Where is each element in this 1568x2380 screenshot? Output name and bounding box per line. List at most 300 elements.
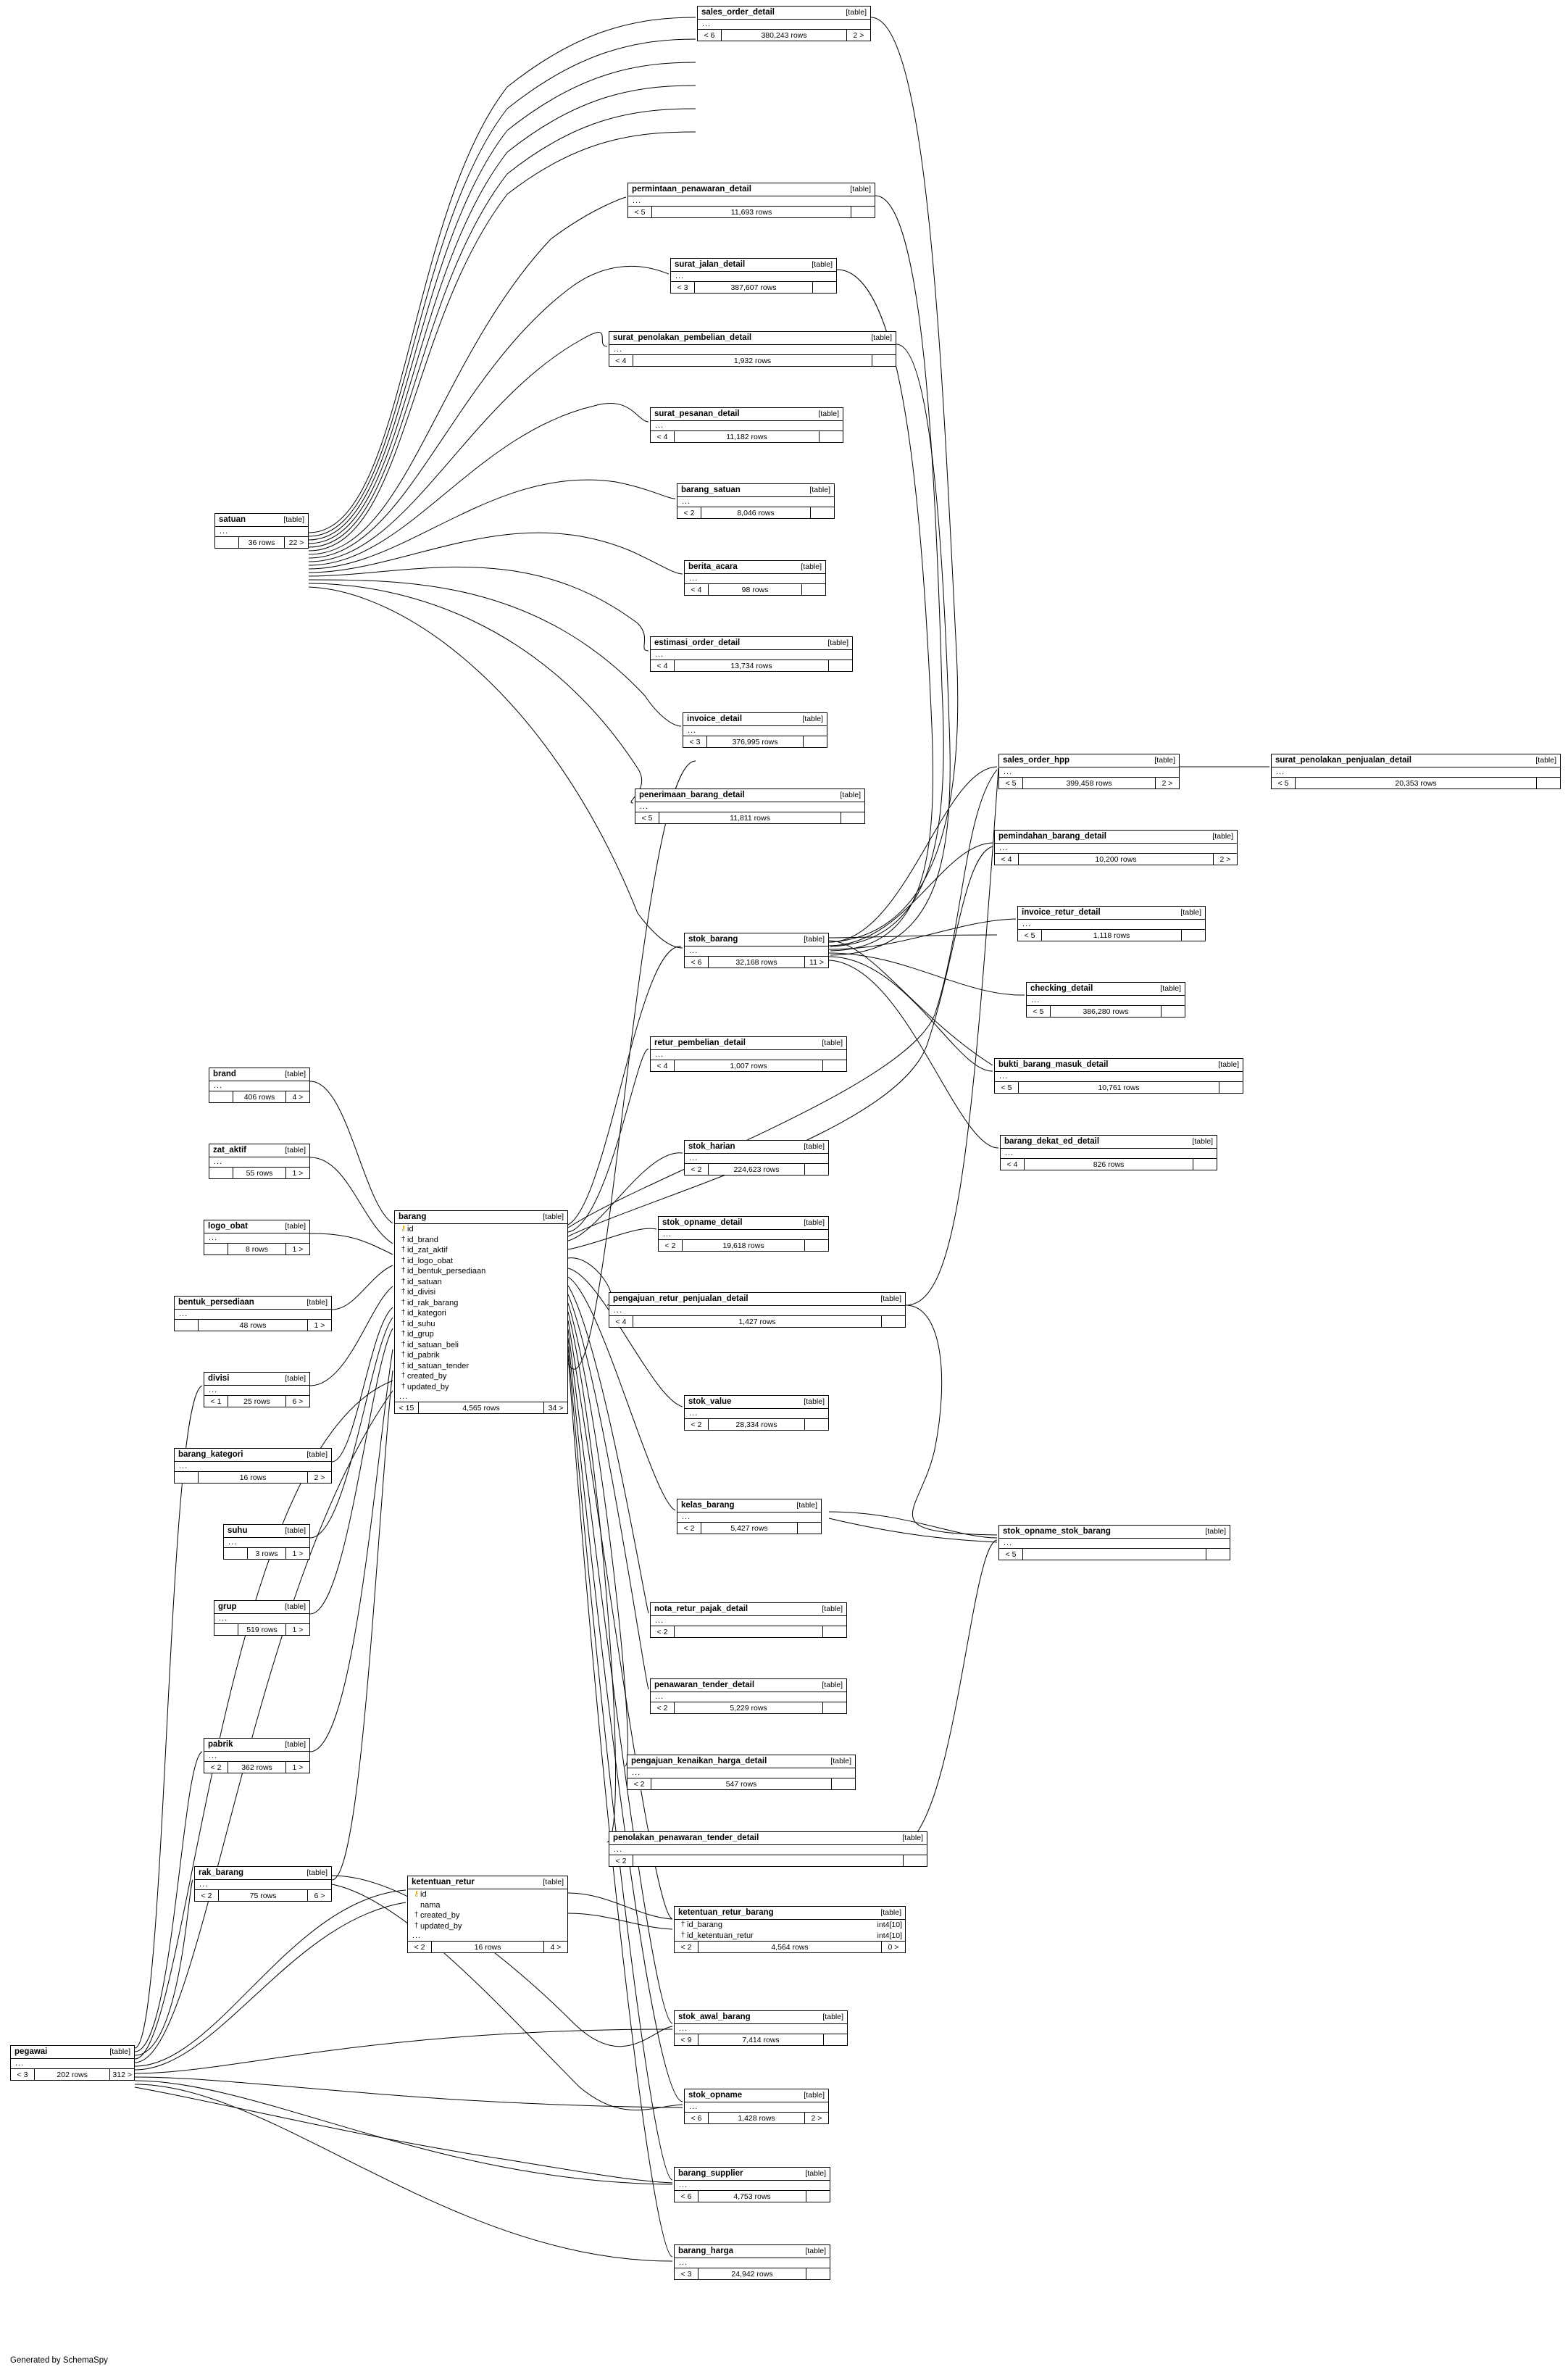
table-footer: [609, 1855, 927, 1866]
incoming-relations-count: [215, 537, 239, 548]
foreign-key-icon: †: [401, 1372, 406, 1380]
column-row: [395, 1308, 567, 1319]
outgoing-relations-count: [806, 2268, 830, 2279]
table-footer: [677, 1522, 821, 1534]
table-name: surat_pesanan_detail: [654, 409, 740, 418]
foreign-key-icon: †: [401, 1330, 406, 1338]
columns-collapsed-ellipsis: ...: [675, 272, 685, 280]
incoming-relations-count: [214, 1624, 238, 1635]
table-node-suhu[interactable]: [223, 1524, 310, 1560]
incoming-relations-count: < 2: [651, 1702, 675, 1713]
table-name: suhu: [228, 1526, 248, 1535]
table-header: [628, 183, 875, 196]
columns-collapsed-ellipsis: ...: [209, 1752, 218, 1760]
table-footer: [175, 1471, 331, 1483]
table-header: [685, 2089, 828, 2102]
outgoing-relations-count: [904, 1855, 927, 1866]
columns-collapsed-ellipsis: ...: [219, 1614, 228, 1623]
column-name: id: [407, 1225, 414, 1233]
table-footer: [675, 2034, 847, 2045]
columns-collapsed-ellipsis: ...: [689, 1409, 698, 1418]
outgoing-relations-count: 1 >: [292, 1763, 304, 1772]
table-name: barang_harga: [678, 2247, 734, 2255]
table-node-penolakan_penawaran_tender_detail[interactable]: [609, 1831, 927, 1867]
outgoing-relations-count: [1162, 1006, 1185, 1017]
table-footer: [1272, 777, 1560, 789]
column-row: [675, 1920, 905, 1931]
row-count: 380,243 rows: [722, 30, 847, 41]
table-header: [685, 933, 828, 946]
table-node-stok_barang[interactable]: [684, 933, 829, 968]
table-node-stok_awal_barang[interactable]: [674, 2010, 848, 2046]
table-type-tag: [table]: [812, 260, 833, 269]
incoming-relations-count: < 2: [651, 1626, 675, 1637]
columns-collapsed-ellipsis: ...: [209, 1233, 218, 1242]
row-count: 376,995 rows: [707, 736, 804, 747]
table-node-retur_pembelian_detail[interactable]: [650, 1036, 847, 1072]
table-node-divisi[interactable]: [204, 1372, 310, 1407]
table-type-tag: [table]: [818, 409, 839, 418]
table-name: sales_order_detail: [701, 8, 775, 17]
columns-collapsed-ellipsis: ...: [614, 345, 623, 354]
columns-collapsed-ellipsis: ...: [640, 802, 649, 811]
row-count: 32,168 rows: [709, 957, 805, 968]
incoming-relations-count: [209, 1091, 233, 1102]
row-count: 8,046 rows: [701, 507, 811, 518]
row-count: 13,734 rows: [675, 660, 829, 671]
row-count: 387,607 rows: [695, 282, 813, 293]
outgoing-relations-count: 22 >: [288, 538, 304, 547]
table-type-tag: [table]: [543, 1878, 564, 1886]
table-footer: [683, 736, 827, 747]
columns-collapsed-ellipsis: ...: [702, 20, 712, 28]
column-name: id_zat_aktif: [407, 1246, 448, 1255]
table-node-pegawai[interactable]: [10, 2045, 135, 2081]
columns-collapsed-ellipsis: ...: [655, 421, 664, 430]
column-type: int4[10]: [877, 1921, 902, 1929]
table-node-barang_supplier[interactable]: [674, 2167, 830, 2202]
row-count: 1,118 rows: [1042, 930, 1182, 941]
outgoing-relations-count: [820, 431, 843, 442]
outgoing-relations-count: 1 >: [292, 1244, 304, 1254]
table-type-tag: [table]: [285, 1374, 306, 1383]
incoming-relations-count: < 3: [683, 736, 707, 747]
table-header: [685, 561, 825, 574]
table-node-grup[interactable]: [214, 1600, 310, 1636]
outgoing-relations-count: [1219, 1082, 1243, 1093]
table-type-tag: [table]: [880, 1908, 901, 1917]
column-row: [675, 1931, 905, 1942]
columns-collapsed-ellipsis: ...: [15, 2059, 25, 2068]
table-footer: [685, 1418, 828, 1430]
incoming-relations-count: < 6: [698, 30, 722, 41]
table-type-tag: [table]: [543, 1212, 564, 1221]
table-type-tag: [table]: [1218, 1060, 1239, 1069]
table-header: [209, 1144, 309, 1157]
outgoing-relations-count: 1 >: [292, 1549, 304, 1558]
table-footer: [11, 2068, 134, 2080]
table-name: surat_penolakan_pembelian_detail: [613, 333, 752, 342]
columns-collapsed-ellipsis: ...: [614, 1845, 623, 1854]
table-type-tag: [table]: [1180, 908, 1201, 917]
table-name: berita_acara: [688, 562, 738, 571]
table-header: [1001, 1136, 1217, 1149]
row-count: 224,623 rows: [709, 1164, 805, 1175]
incoming-relations-count: < 2: [677, 507, 701, 518]
table-node-checking_detail[interactable]: [1026, 982, 1185, 1018]
incoming-relations-count: < 2: [195, 1890, 219, 1901]
table-node-invoice_retur_detail[interactable]: [1017, 906, 1206, 941]
row-count: 10,200 rows: [1019, 854, 1214, 865]
incoming-relations-count: < 5: [995, 1082, 1019, 1093]
foreign-key-icon: †: [401, 1235, 406, 1244]
table-name: rak_barang: [199, 1868, 244, 1877]
table-type-tag: [table]: [805, 2169, 826, 2178]
outgoing-relations-count: 0 >: [888, 1942, 899, 1952]
row-count: 11,693 rows: [652, 207, 851, 217]
table-header: [651, 1037, 846, 1050]
outgoing-relations-count: 6 >: [314, 1891, 325, 1900]
outgoing-relations-count: [851, 207, 875, 217]
incoming-relations-count: [224, 1548, 248, 1559]
row-count: 406 rows: [233, 1091, 286, 1102]
table-header: [215, 514, 308, 527]
columns-collapsed-ellipsis: ...: [999, 844, 1009, 852]
table-type-tag: [table]: [306, 1450, 328, 1459]
incoming-relations-count: < 4: [685, 584, 709, 595]
column-name: id_bentuk_persediaan: [407, 1267, 486, 1276]
outgoing-relations-count: [841, 812, 864, 823]
column-row: [395, 1277, 567, 1288]
table-header: [659, 1217, 828, 1230]
columns-collapsed-ellipsis: ...: [1276, 767, 1285, 776]
table-node-sales_order_detail[interactable]: [697, 6, 871, 41]
table-header: [677, 484, 834, 497]
table-header: [995, 831, 1237, 844]
incoming-relations-count: < 2: [685, 1164, 709, 1175]
columns-collapsed-ellipsis: ...: [632, 1768, 641, 1777]
column-row: [408, 1910, 567, 1921]
row-count: 24,942 rows: [698, 2268, 806, 2279]
table-name: checking_detail: [1030, 984, 1093, 993]
outgoing-relations-count: [802, 584, 825, 595]
outgoing-relations-count: [1182, 930, 1205, 941]
table-node-nota_retur_pajak_detail[interactable]: [650, 1602, 847, 1638]
table-header: [675, 2168, 830, 2181]
columns-collapsed-ellipsis: ...: [682, 497, 691, 506]
table-header: [204, 1373, 309, 1386]
row-count: 16 rows: [432, 1942, 544, 1952]
column-name: id_satuan_beli: [407, 1340, 459, 1349]
table-node-ketentuan_retur[interactable]: [407, 1876, 568, 1953]
table-node-surat_pesanan_detail[interactable]: [650, 407, 843, 443]
table-header: [671, 259, 836, 272]
table-type-tag: [table]: [306, 1298, 328, 1307]
row-count: 5,427 rows: [701, 1523, 798, 1534]
table-header: [1027, 983, 1185, 996]
table-footer: [408, 1941, 567, 1952]
table-header: [675, 2011, 847, 2024]
table-node-surat_penolakan_pembelian_detail[interactable]: [609, 331, 896, 367]
outgoing-relations-count: [805, 1240, 828, 1251]
table-name: grup: [218, 1602, 237, 1611]
table-footer: [685, 583, 825, 595]
table-name: stok_opname_detail: [662, 1218, 743, 1227]
table-footer: [209, 1167, 309, 1178]
table-name: permintaan_penawaran_detail: [632, 185, 751, 194]
row-count: 547 rows: [651, 1778, 832, 1789]
table-node-surat_penolakan_penjualan_detail[interactable]: [1271, 754, 1561, 789]
table-footer: [675, 2190, 830, 2202]
table-type-tag: [table]: [804, 1142, 825, 1151]
table-type-tag: [table]: [822, 1681, 843, 1689]
table-type-tag: [table]: [306, 1868, 328, 1877]
table-node-surat_jalan_detail[interactable]: [670, 258, 837, 294]
table-node-stok_opname_stok_barang[interactable]: [998, 1525, 1230, 1560]
incoming-relations-count: < 5: [999, 1549, 1023, 1560]
column-row: [395, 1287, 567, 1298]
outgoing-relations-count: 2 >: [811, 2113, 822, 2123]
row-count: 8 rows: [228, 1244, 286, 1255]
row-count: 1,428 rows: [709, 2113, 805, 2123]
row-count: 20,353 rows: [1296, 778, 1537, 789]
table-name: penawaran_tender_detail: [654, 1681, 755, 1689]
outgoing-relations-count: [804, 736, 827, 747]
table-node-penerimaan_barang_detail[interactable]: [635, 789, 865, 824]
table-name: zat_aktif: [213, 1146, 247, 1154]
foreign-key-icon: †: [401, 1351, 406, 1359]
column-row: [408, 1889, 567, 1900]
table-node-zat_aktif[interactable]: [209, 1144, 310, 1179]
column-list: [395, 1224, 567, 1392]
outgoing-relations-count: [813, 282, 836, 293]
outgoing-relations-count: [824, 2034, 847, 2045]
table-type-tag: [table]: [796, 1501, 817, 1510]
table-name: invoice_detail: [687, 715, 743, 723]
table-node-stok_opname[interactable]: [684, 2089, 829, 2124]
column-list: [408, 1889, 567, 1931]
table-name: pabrik: [208, 1740, 233, 1749]
table-node-rak_barang[interactable]: [194, 1866, 332, 1902]
table-name: pemindahan_barang_detail: [998, 832, 1106, 841]
table-footer: [685, 2112, 828, 2123]
column-name: created_by: [420, 1911, 460, 1920]
table-node-barang_satuan[interactable]: [677, 483, 835, 519]
table-node-bukti_barang_masuk_detail[interactable]: [994, 1058, 1243, 1094]
table-name: stok_harian: [688, 1142, 735, 1151]
table-header: [995, 1059, 1243, 1072]
table-header: [175, 1297, 331, 1310]
table-node-brand[interactable]: [209, 1068, 310, 1103]
table-name: barang_supplier: [678, 2169, 743, 2178]
table-header: [651, 1603, 846, 1616]
outgoing-relations-count: 1 >: [314, 1320, 325, 1330]
outgoing-relations-count: [798, 1523, 821, 1534]
table-node-sales_order_hpp[interactable]: [998, 754, 1180, 789]
incoming-relations-count: < 4: [651, 660, 675, 671]
table-header: [214, 1601, 309, 1614]
table-footer: [995, 853, 1237, 865]
column-name: id_barang: [687, 1921, 722, 1929]
table-node-barang_harga[interactable]: [674, 2244, 830, 2280]
foreign-key-icon: †: [401, 1319, 406, 1328]
table-name: stok_opname_stok_barang: [1003, 1527, 1111, 1536]
column-row: [395, 1382, 567, 1393]
outgoing-relations-count: 312 >: [112, 2070, 132, 2079]
table-footer: [627, 1778, 855, 1789]
table-name: pengajuan_kenaikan_harga_detail: [631, 1757, 767, 1765]
columns-collapsed-ellipsis: ...: [214, 1157, 223, 1166]
column-name: created_by: [407, 1372, 447, 1381]
table-node-pemindahan_barang_detail[interactable]: [994, 830, 1238, 865]
foreign-key-icon: †: [401, 1246, 406, 1254]
table-name: kelas_barang: [681, 1501, 735, 1510]
outgoing-relations-count: 2 >: [1219, 854, 1231, 864]
table-node-stok_harian[interactable]: [684, 1140, 829, 1176]
table-name: divisi: [208, 1374, 230, 1383]
row-count: 1,932 rows: [633, 355, 872, 366]
incoming-relations-count: < 2: [685, 1419, 709, 1430]
table-node-kelas_barang[interactable]: [677, 1499, 822, 1534]
column-name: id_grup: [407, 1330, 434, 1339]
column-name: id_kategori: [407, 1309, 446, 1318]
table-header: [204, 1220, 309, 1233]
column-row: [395, 1224, 567, 1235]
columns-collapsed-ellipsis: ...: [399, 1392, 409, 1401]
table-header: [675, 1907, 905, 1920]
incoming-relations-count: < 4: [651, 1060, 675, 1071]
table-header: [395, 1211, 567, 1224]
table-node-barang_kategori[interactable]: [174, 1448, 332, 1484]
incoming-relations-count: < 2: [204, 1762, 228, 1773]
incoming-relations-count: < 2: [677, 1523, 701, 1534]
columns-collapsed-ellipsis: ...: [633, 196, 642, 205]
column-row: [408, 1921, 567, 1932]
column-name: updated_by: [420, 1921, 462, 1931]
incoming-relations-count: < 5: [1027, 1006, 1051, 1017]
outgoing-relations-count: [823, 1060, 846, 1071]
table-type-tag: [table]: [846, 8, 867, 17]
table-footer: [651, 1702, 846, 1713]
table-node-ketentuan_retur_barang[interactable]: [674, 1906, 906, 1953]
table-footer: [698, 29, 870, 41]
table-node-berita_acara[interactable]: [684, 560, 826, 596]
columns-collapsed-ellipsis: ...: [689, 1154, 698, 1162]
table-node-invoice_detail[interactable]: [683, 712, 827, 748]
table-type-tag: [table]: [1154, 756, 1175, 765]
table-node-stok_opname_detail[interactable]: [658, 1216, 829, 1252]
table-name: estimasi_order_detail: [654, 638, 741, 647]
outgoing-relations-count: [829, 660, 852, 671]
table-node-penawaran_tender_detail[interactable]: [650, 1678, 847, 1714]
table-node-barang_dekat_ed_detail[interactable]: [1000, 1135, 1217, 1170]
incoming-relations-count: [175, 1472, 199, 1483]
table-type-tag: [table]: [871, 333, 892, 342]
table-name: ketentuan_retur: [412, 1878, 475, 1886]
table-footer: [659, 1239, 828, 1251]
table-type-tag: [table]: [804, 1397, 825, 1406]
column-name: id_satuan_tender: [407, 1361, 470, 1370]
table-footer: [1001, 1158, 1217, 1170]
foreign-key-icon: †: [401, 1288, 406, 1296]
foreign-key-icon: †: [401, 1382, 406, 1391]
incoming-relations-count: < 2: [659, 1240, 683, 1251]
incoming-relations-count: < 1: [204, 1396, 228, 1407]
table-header: [408, 1876, 567, 1889]
columns-collapsed-ellipsis: ...: [214, 1081, 223, 1090]
columns-collapsed-ellipsis: ...: [682, 1513, 691, 1521]
table-node-pengajuan_kenaikan_harga_detail[interactable]: [627, 1755, 856, 1790]
columns-collapsed-ellipsis: ...: [209, 1386, 218, 1394]
table-type-tag: [table]: [850, 185, 871, 194]
row-count: 202 rows: [35, 2069, 110, 2080]
column-name: id_pabrik: [407, 1351, 440, 1360]
row-count: 362 rows: [228, 1762, 286, 1773]
table-header: [609, 1832, 927, 1845]
table-node-pabrik[interactable]: [204, 1738, 310, 1773]
outgoing-relations-count: [823, 1702, 846, 1713]
row-count: 25 rows: [228, 1396, 286, 1407]
table-name: pengajuan_retur_penjualan_detail: [613, 1294, 748, 1303]
incoming-relations-count: < 5: [628, 207, 652, 217]
table-type-tag: [table]: [804, 2091, 825, 2100]
column-row: [395, 1245, 567, 1256]
column-row: [395, 1298, 567, 1309]
incoming-relations-count: < 6: [675, 2191, 698, 2202]
table-name: satuan: [219, 515, 246, 524]
table-node-logo_obat[interactable]: [204, 1220, 310, 1255]
table-type-tag: [table]: [1535, 756, 1556, 765]
table-footer: [651, 430, 843, 442]
table-type-tag: [table]: [804, 935, 825, 944]
table-node-permintaan_penawaran_detail[interactable]: [627, 183, 875, 218]
table-footer: [395, 1402, 567, 1413]
columns-collapsed-ellipsis: ...: [999, 1072, 1009, 1081]
table-header: [1272, 754, 1560, 767]
table-footer: [675, 2268, 830, 2279]
column-row: [395, 1361, 567, 1372]
row-count: 28,334 rows: [709, 1419, 805, 1430]
row-count: 519 rows: [238, 1624, 286, 1635]
outgoing-relations-count: [882, 1316, 905, 1327]
row-count: [675, 1626, 823, 1637]
row-count: 4,753 rows: [698, 2191, 806, 2202]
row-count: 826 rows: [1025, 1159, 1193, 1170]
columns-collapsed-ellipsis: ...: [220, 527, 229, 536]
table-header: [651, 1679, 846, 1692]
table-node-pengajuan_retur_penjualan_detail[interactable]: [609, 1292, 906, 1328]
row-count: 75 rows: [219, 1890, 308, 1901]
outgoing-relations-count: 4 >: [550, 1942, 562, 1952]
foreign-key-icon: †: [680, 1921, 685, 1928]
table-footer: [195, 1889, 331, 1901]
columns-collapsed-ellipsis: ...: [688, 726, 697, 735]
table-header: [685, 1141, 828, 1154]
foreign-key-icon: †: [401, 1267, 406, 1275]
column-name: id_brand: [407, 1235, 438, 1244]
table-name: surat_jalan_detail: [675, 260, 746, 269]
outgoing-relations-count: 2 >: [1162, 778, 1173, 788]
table-node-barang[interactable]: [394, 1210, 568, 1414]
columns-collapsed-ellipsis: ...: [1031, 996, 1041, 1004]
table-node-estimasi_order_detail[interactable]: [650, 636, 853, 672]
table-node-bentuk_persediaan[interactable]: [174, 1296, 332, 1331]
table-footer: [1018, 929, 1205, 941]
columns-collapsed-ellipsis: ...: [679, 2181, 688, 2189]
row-count: 4,565 rows: [419, 1402, 544, 1413]
table-node-stok_value[interactable]: [684, 1395, 829, 1431]
table-node-satuan[interactable]: [214, 513, 309, 549]
